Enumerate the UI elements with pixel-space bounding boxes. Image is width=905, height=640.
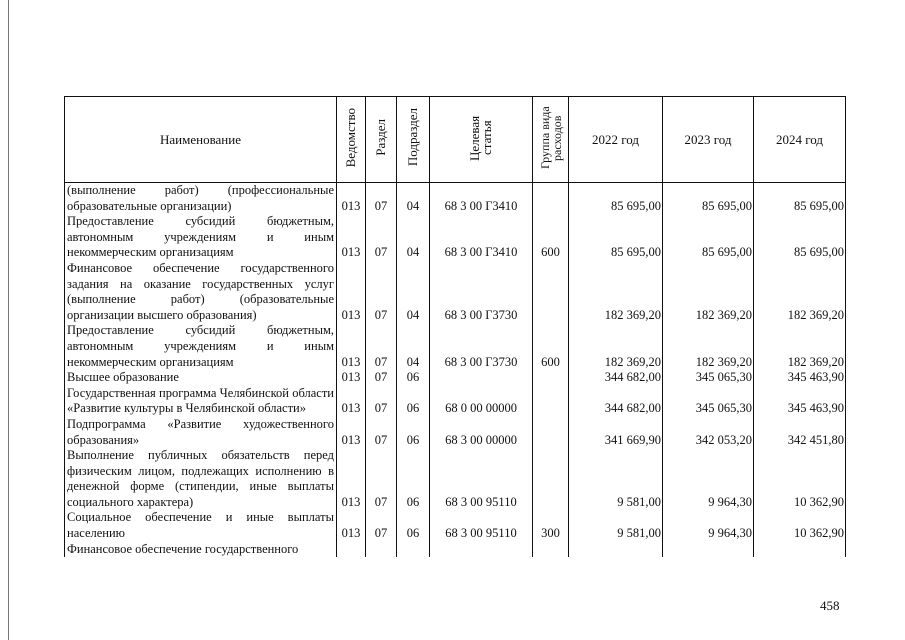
cell-cs: 68 3 00 Г3410 xyxy=(430,183,533,215)
table-row xyxy=(65,417,846,448)
cell-name: Финансовое обеспечение государственного xyxy=(65,542,337,558)
cell-raz: 07 xyxy=(366,183,397,215)
cell-name: Выполнение публичных обязательств перед физическим лицом, подлежащих исполнению в денежной форме (стипендии, иные выплаты социального характера) xyxy=(65,448,337,510)
cell-ved: 013 xyxy=(337,417,366,448)
cell-vr: 600 xyxy=(533,214,569,261)
table-row xyxy=(65,370,846,386)
cell-vr: 300 xyxy=(533,510,569,541)
table-header-row xyxy=(65,97,846,183)
cell-v1: 9 581,00 xyxy=(569,448,663,510)
header-2023: 2023 год xyxy=(663,97,754,183)
cell-ved: 013 xyxy=(337,510,366,541)
cell-cs: 68 3 00 Г3410 xyxy=(430,214,533,261)
cell-vr xyxy=(533,183,569,215)
cell-v2: 9 964,30 xyxy=(663,510,754,541)
cell-ved: 013 xyxy=(337,323,366,370)
cell-v2: 85 695,00 xyxy=(663,214,754,261)
header-2022: 2022 год xyxy=(569,97,663,183)
cell-ved xyxy=(337,542,366,558)
table-row xyxy=(65,214,846,261)
cell-raz: 07 xyxy=(366,417,397,448)
cell-pod: 04 xyxy=(397,183,430,215)
cell-v2: 345 065,30 xyxy=(663,386,754,417)
cell-v1: 341 669,90 xyxy=(569,417,663,448)
cell-pod: 06 xyxy=(397,510,430,541)
table-row xyxy=(65,448,846,510)
cell-v1: 9 581,00 xyxy=(569,510,663,541)
cell-vr xyxy=(533,261,569,323)
cell-name: Финансовое обеспечение государственного задания на оказание государственных услуг (выполнение работ) (образовательные организации высшего образования) xyxy=(65,261,337,323)
cell-v3 xyxy=(754,542,846,558)
cell-cs xyxy=(430,542,533,558)
cell-pod: 06 xyxy=(397,417,430,448)
cell-vr xyxy=(533,386,569,417)
cell-ved: 013 xyxy=(337,370,366,386)
cell-raz: 07 xyxy=(366,214,397,261)
cell-name: (выполнение работ) (профессиональные образовательные организации) xyxy=(65,183,337,215)
table-row xyxy=(65,183,846,215)
cell-v3: 182 369,20 xyxy=(754,261,846,323)
cell-pod xyxy=(397,542,430,558)
header-target: Целевая статья xyxy=(430,97,533,183)
cell-name: Предоставление субсидий бюджетным, автономным учреждениям и иным некоммерческим организациям xyxy=(65,323,337,370)
cell-cs: 68 3 00 Г3730 xyxy=(430,261,533,323)
page-margin-line xyxy=(8,0,9,640)
cell-ved: 013 xyxy=(337,448,366,510)
cell-v3: 85 695,00 xyxy=(754,214,846,261)
cell-name: Подпрограмма «Развитие художественного образования» xyxy=(65,417,337,448)
cell-pod: 04 xyxy=(397,214,430,261)
budget-table xyxy=(64,96,846,557)
cell-pod: 06 xyxy=(397,386,430,417)
cell-pod: 04 xyxy=(397,261,430,323)
cell-vr xyxy=(533,448,569,510)
cell-vr xyxy=(533,370,569,386)
cell-raz: 07 xyxy=(366,448,397,510)
cell-v1 xyxy=(569,542,663,558)
header-razdel: Раздел xyxy=(366,97,397,183)
cell-raz: 07 xyxy=(366,370,397,386)
cell-name: Государственная программа Челябинской области «Развитие культуры в Челябинской области» xyxy=(65,386,337,417)
page-number: 458 xyxy=(820,598,840,613)
cell-v3: 182 369,20 xyxy=(754,323,846,370)
cell-v2: 9 964,30 xyxy=(663,448,754,510)
cell-vr xyxy=(533,417,569,448)
cell-v1: 85 695,00 xyxy=(569,183,663,215)
cell-v2: 345 065,30 xyxy=(663,370,754,386)
cell-vr xyxy=(533,542,569,558)
header-group: Группа вида расходов xyxy=(533,97,569,183)
cell-v3: 10 362,90 xyxy=(754,510,846,541)
cell-ved: 013 xyxy=(337,386,366,417)
cell-v2: 342 053,20 xyxy=(663,417,754,448)
cell-v3: 345 463,90 xyxy=(754,370,846,386)
cell-raz: 07 xyxy=(366,386,397,417)
cell-v3: 85 695,00 xyxy=(754,183,846,215)
cell-v3: 342 451,80 xyxy=(754,417,846,448)
cell-raz: 07 xyxy=(366,510,397,541)
cell-name: Социальное обеспечение и иные выплаты населению xyxy=(65,510,337,541)
header-podrazdel: Подраздел xyxy=(397,97,430,183)
cell-v3: 345 463,90 xyxy=(754,386,846,417)
cell-name: Высшее образование xyxy=(65,370,337,386)
cell-v2 xyxy=(663,542,754,558)
cell-vr: 600 xyxy=(533,323,569,370)
cell-v1: 344 682,00 xyxy=(569,370,663,386)
cell-name: Предоставление субсидий бюджетным, автономным учреждениям и иным некоммерческим организациям xyxy=(65,214,337,261)
table-row xyxy=(65,261,846,323)
table-row xyxy=(65,386,846,417)
cell-cs: 68 3 00 Г3730 xyxy=(430,323,533,370)
cell-v1: 344 682,00 xyxy=(569,386,663,417)
cell-raz: 07 xyxy=(366,323,397,370)
cell-ved: 013 xyxy=(337,214,366,261)
header-2024: 2024 год xyxy=(754,97,846,183)
cell-pod: 04 xyxy=(397,323,430,370)
cell-cs xyxy=(430,370,533,386)
table-row xyxy=(65,510,846,541)
cell-pod: 06 xyxy=(397,370,430,386)
table-row xyxy=(65,542,846,558)
header-vedomstvo: Ведомство xyxy=(337,97,366,183)
table-row xyxy=(65,323,846,370)
cell-v2: 85 695,00 xyxy=(663,183,754,215)
header-name: Наименование xyxy=(65,97,337,183)
cell-v1: 182 369,20 xyxy=(569,261,663,323)
cell-pod: 06 xyxy=(397,448,430,510)
cell-raz: 07 xyxy=(366,261,397,323)
cell-cs: 68 3 00 95110 xyxy=(430,510,533,541)
cell-v1: 182 369,20 xyxy=(569,323,663,370)
cell-ved: 013 xyxy=(337,183,366,215)
cell-ved: 013 xyxy=(337,261,366,323)
cell-cs: 68 3 00 95110 xyxy=(430,448,533,510)
cell-cs: 68 0 00 00000 xyxy=(430,386,533,417)
cell-v2: 182 369,20 xyxy=(663,261,754,323)
cell-v3: 10 362,90 xyxy=(754,448,846,510)
cell-v1: 85 695,00 xyxy=(569,214,663,261)
cell-raz xyxy=(366,542,397,558)
cell-cs: 68 3 00 00000 xyxy=(430,417,533,448)
cell-v2: 182 369,20 xyxy=(663,323,754,370)
